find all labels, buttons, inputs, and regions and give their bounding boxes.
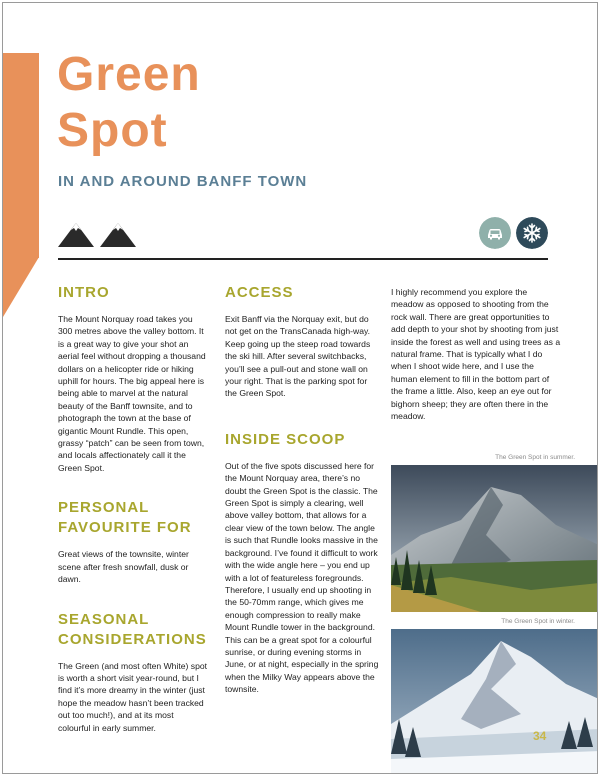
access-body: Exit Banff via the Norquay exit, but do not get on the TransCanada high-way. Keep going up the steep road towards the ski hill. After several switchbacks, you’ll see a pull-out and stone wall on your right. That is the parking spot for the Green Spot. bbox=[225, 314, 371, 399]
column-right bbox=[391, 286, 561, 434]
accent-bar-tail bbox=[3, 257, 39, 317]
mountain-icon bbox=[100, 223, 136, 247]
intro-heading: INTRO bbox=[58, 284, 110, 301]
title-line-2: Spot bbox=[57, 104, 168, 157]
seasonal-body: The Green (and most often White) spot is worth a short visit year-round, but I find it’s more dreamy in the winter (just hope the meadow hasn’t been tracked out too much!), and at its most colourful in early summer. bbox=[58, 660, 208, 733]
snowflake-icon bbox=[516, 217, 548, 249]
column-middle bbox=[225, 283, 380, 708]
page-subtitle: IN AND AROUND BANFF TOWN bbox=[58, 173, 308, 190]
winter-photo bbox=[391, 629, 598, 773]
page-title bbox=[57, 47, 201, 159]
intro-body: The Mount Norquay road takes you 300 metres above the valley bottom. It is a great way to give your shot an aerial feel without dropping a thousand dollars on a helicopter ride or hiking uphill for hours. The big appeal here is being able to marvel at the natural beauty of the Banff townsite, and to photograph the town at the base of gigantic Mount Rundle. This open, grassy “patch” can be seen from town, and locals affectionately call it the Green Spot. bbox=[58, 314, 206, 473]
difficulty-rating bbox=[58, 219, 138, 249]
guide-page bbox=[2, 2, 598, 774]
personal-heading: PERSONAL FAVOURITE FOR bbox=[58, 499, 192, 537]
column-left bbox=[58, 283, 208, 746]
inside-scoop-heading: INSIDE SCOOP bbox=[225, 430, 346, 448]
personal-body: Great views of the townsite, winter scene after fresh snowfall, dusk or dawn. bbox=[58, 549, 189, 585]
seasonal-heading: SEASONAL CONSIDERATIONS bbox=[58, 610, 207, 648]
access-heading: ACCESS bbox=[225, 284, 294, 301]
summer-caption: The Green Spot in summer. bbox=[495, 454, 575, 461]
continued-body: I highly recommend you explore the meadow as opposed to shooting from the rock wall. There are great opportunities to add depth to your shot by shooting from just inside the forest as well and using trees as a natural frame. That is typically what I do when I shoot wide here, and I use the human element to fill in the bottom part of the frame a little. Also, keep an eye out for bighorn sheep; they are often there in the meadow. bbox=[391, 287, 561, 422]
page-number: 34 bbox=[533, 729, 547, 743]
summer-photo bbox=[391, 465, 598, 612]
car-icon bbox=[479, 217, 511, 249]
winter-caption: The Green Spot in winter. bbox=[501, 618, 575, 625]
mountain-icon bbox=[58, 223, 94, 247]
inside-scoop-body: Out of the five spots discussed here for the Mount Norquay area, there’s no doubt the Green Spot is the classic. The Green Spot is simply a clearing, well above valley bottom, that allows for a clear view of the town below. The angle is such that Rundle looks massive in the background. I’ve found it difficult to work with the wide angle here – you end up with a lot of featureless foregrounds. Therefore, I usually end up shooting in the 50-70mm range, which gives me enough compression to really make Mount Rundle tower in the background. This can be a great spot for a colourful sunrise, or during evening storms in June, or at night, especially in the spring when the Milky Way appears above the townsite. bbox=[225, 460, 379, 695]
accent-bar bbox=[3, 53, 39, 258]
title-line-1: Green bbox=[57, 48, 201, 101]
divider bbox=[58, 258, 548, 260]
